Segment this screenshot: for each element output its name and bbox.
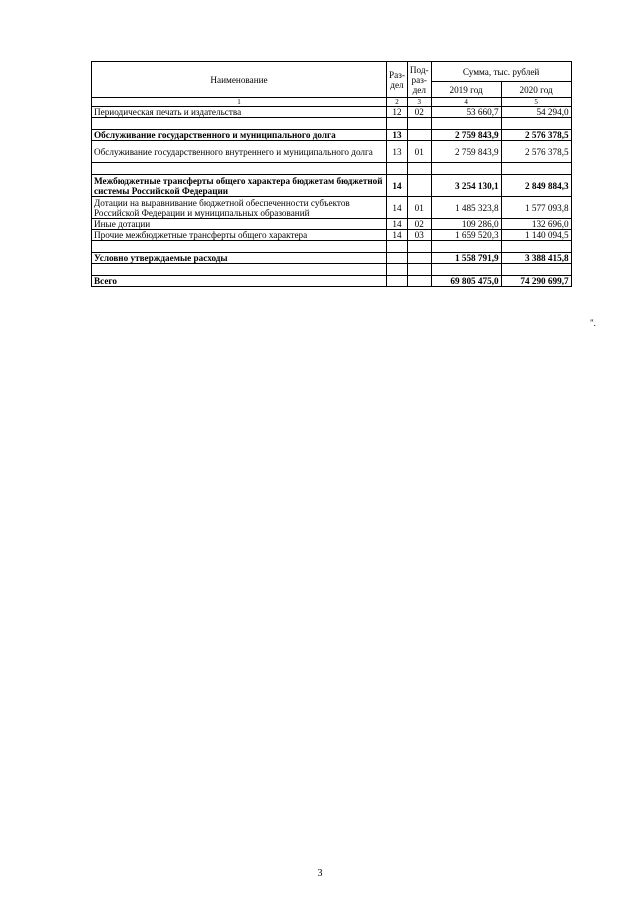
column-index-row — [92, 98, 572, 107]
table-row — [92, 107, 572, 118]
header-year-2019: 2019 год — [431, 82, 501, 98]
row-name: Всего — [92, 276, 387, 287]
spacer-row — [92, 241, 572, 253]
row-value-2020: 1 577 093,8 — [501, 197, 571, 219]
column-index: 3 — [407, 98, 431, 107]
row-name: Обслуживание государственного и муниципального долга — [92, 130, 387, 141]
row-value-2019: 53 660,7 — [431, 107, 501, 118]
table-row — [92, 130, 572, 141]
table-header-row — [92, 62, 572, 82]
page-number: 3 — [317, 868, 323, 879]
table-row — [92, 175, 572, 197]
row-name: Межбюджетные трансферты общего характера бюджетам бюджетной системы Российской Федерации — [92, 175, 387, 197]
row-subsection: 01 — [407, 141, 431, 163]
row-section: 14 — [387, 219, 408, 230]
row-name: Обслуживание государственного внутреннего и муниципального долга — [92, 141, 387, 163]
header-sum: Сумма, тыс. рублей — [431, 62, 571, 82]
row-subsection — [407, 276, 431, 287]
row-section: 14 — [387, 230, 408, 241]
row-value-2020: 54 294,0 — [501, 107, 571, 118]
header-subsection: Под-раз-дел — [407, 62, 431, 98]
header-year-2020: 2020 год — [501, 82, 571, 98]
table-row — [92, 276, 572, 287]
row-section: 12 — [387, 107, 408, 118]
row-value-2020: 2 576 378,5 — [501, 141, 571, 163]
spacer-row — [92, 163, 572, 175]
row-subsection: 02 — [407, 107, 431, 118]
row-value-2019: 1 558 791,9 — [431, 253, 501, 264]
row-section — [387, 276, 408, 287]
row-subsection: 03 — [407, 230, 431, 241]
spacer-row — [92, 118, 572, 130]
row-subsection — [407, 175, 431, 197]
row-section: 14 — [387, 175, 408, 197]
spacer-row — [92, 264, 572, 276]
table-row — [92, 230, 572, 241]
column-index: 2 — [387, 98, 408, 107]
column-index: 5 — [501, 98, 571, 107]
row-section: 14 — [387, 197, 408, 219]
row-subsection: 01 — [407, 197, 431, 219]
header-section: Раз-дел — [387, 62, 408, 98]
row-value-2020: 2 849 884,3 — [501, 175, 571, 197]
row-subsection: 02 — [407, 219, 431, 230]
row-value-2019: 109 286,0 — [431, 219, 501, 230]
row-value-2019: 1 485 323,8 — [431, 197, 501, 219]
column-index: 4 — [431, 98, 501, 107]
row-name: Условно утверждаемые расходы — [92, 253, 387, 264]
row-name: Дотации на выравнивание бюджетной обеспеченности субъектов Российской Федерации и муниципальных образований — [92, 197, 387, 219]
table-row — [92, 253, 572, 264]
row-value-2019: 2 759 843,9 — [431, 141, 501, 163]
row-value-2020: 2 576 378,5 — [501, 130, 571, 141]
closing-quote: ". — [590, 318, 596, 328]
row-value-2020: 74 290 699,7 — [501, 276, 571, 287]
budget-table — [91, 61, 572, 287]
row-name: Периодическая печать и издательства — [92, 107, 387, 118]
row-section — [387, 253, 408, 264]
row-subsection — [407, 253, 431, 264]
table-row — [92, 219, 572, 230]
header-name: Наименование — [92, 62, 387, 98]
row-value-2020: 132 696,0 — [501, 219, 571, 230]
row-subsection — [407, 130, 431, 141]
row-value-2019: 2 759 843,9 — [431, 130, 501, 141]
row-value-2019: 1 659 520,3 — [431, 230, 501, 241]
row-section: 13 — [387, 141, 408, 163]
row-value-2019: 69 805 475,0 — [431, 276, 501, 287]
table-row — [92, 197, 572, 219]
row-name: Прочие межбюджетные трансферты общего характера — [92, 230, 387, 241]
table-row — [92, 141, 572, 163]
column-index: 1 — [92, 98, 387, 107]
row-section: 13 — [387, 130, 408, 141]
row-value-2020: 3 388 415,8 — [501, 253, 571, 264]
row-name: Иные дотации — [92, 219, 387, 230]
row-value-2020: 1 140 094,5 — [501, 230, 571, 241]
row-value-2019: 3 254 130,1 — [431, 175, 501, 197]
